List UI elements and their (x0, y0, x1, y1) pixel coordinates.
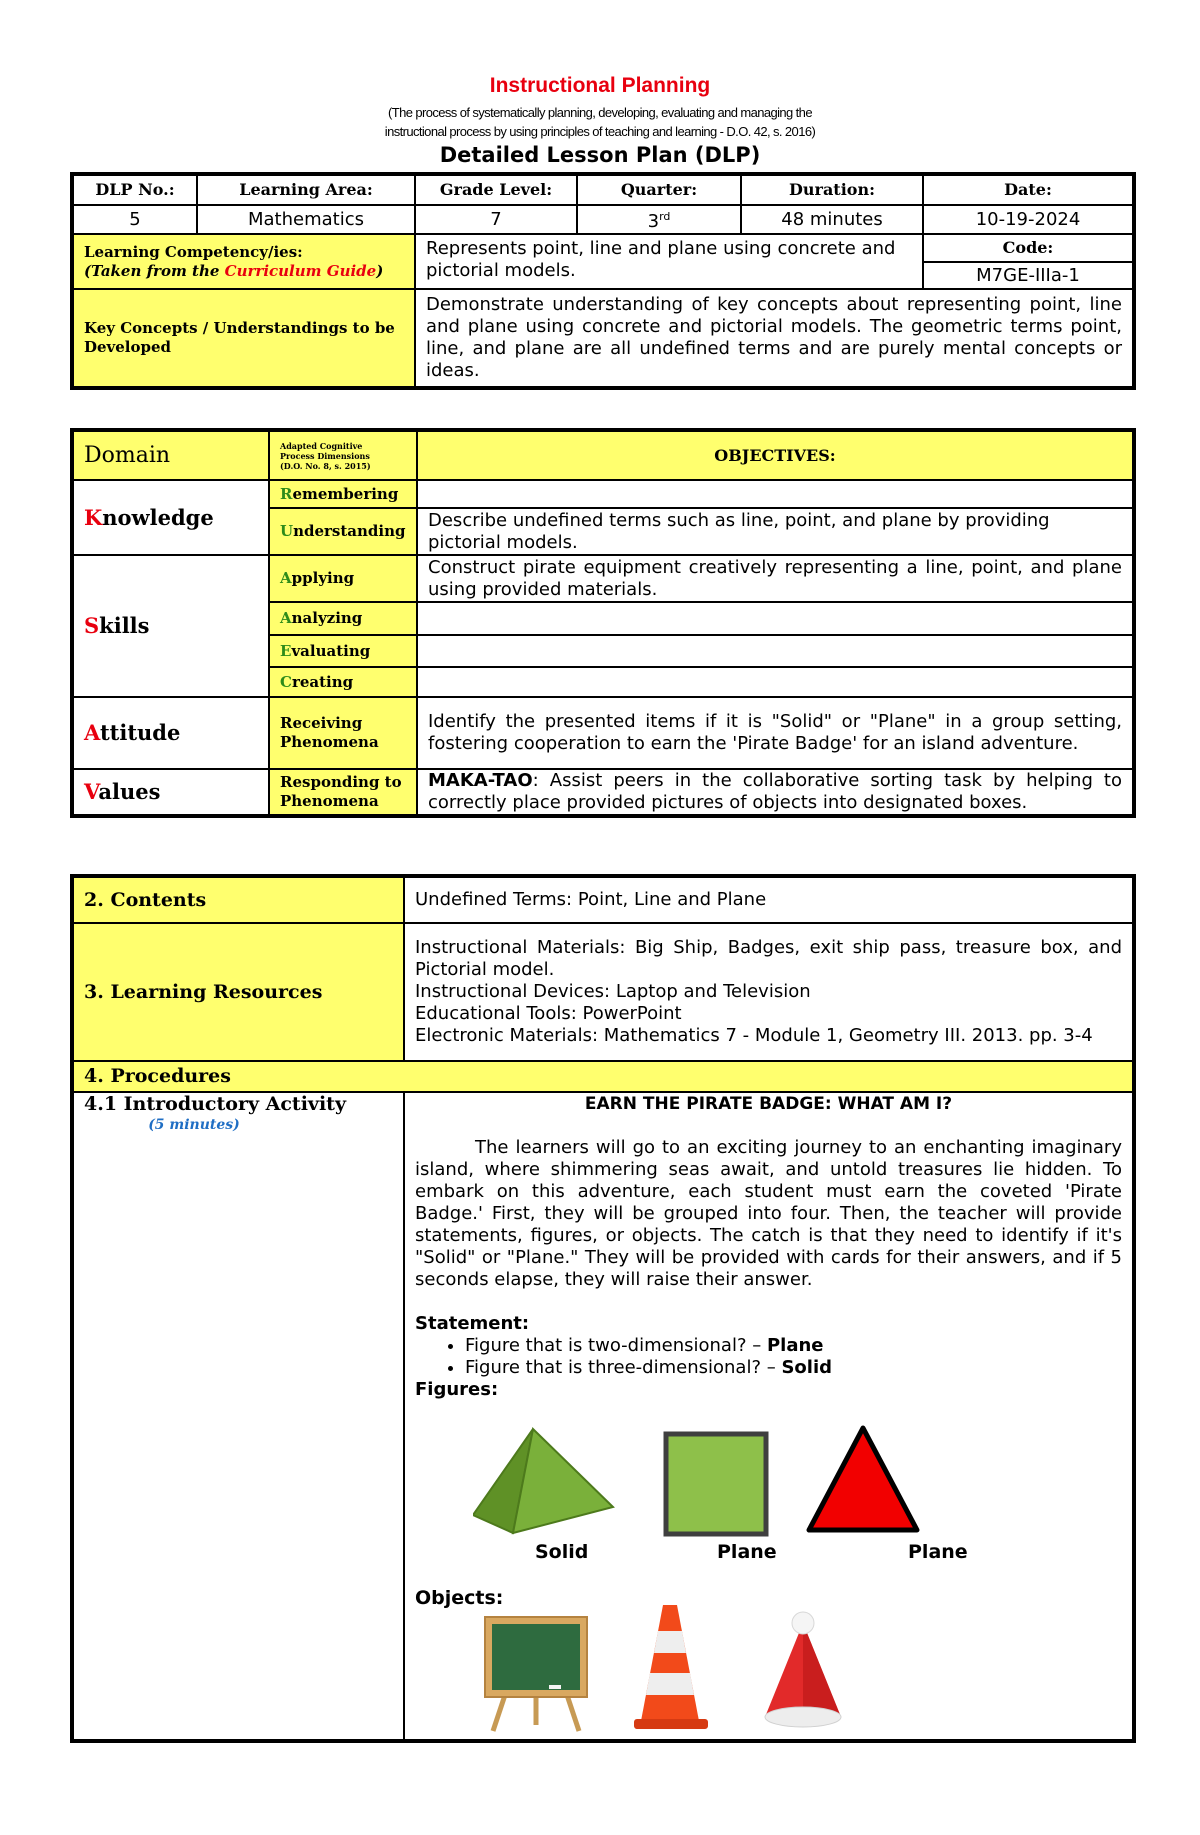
subtitle-line-2: instructional process by using principles of teaching and learning - D.O. 42, s. 2016) (384, 124, 816, 139)
resources-text (404, 923, 1133, 1061)
dlp-no-value: 5 (73, 205, 197, 234)
objective-creating (417, 667, 1133, 697)
pyramid-figure (473, 1425, 619, 1535)
statement-item: • Figure that is three-dimensional? – Solid (465, 1357, 1122, 1379)
domain-attitude: Attitude (73, 697, 269, 769)
level-analyzing: Analyzing (269, 602, 417, 635)
objective-values: MAKA-TAO: Assist peers in the collaborative sorting task by helping to correctly place provided pictures of objects into designated boxes. (417, 769, 1133, 815)
domain-label: Domain (73, 431, 269, 480)
level-applying: Applying (269, 555, 417, 602)
quarter-label: Quarter: (577, 175, 741, 205)
resources-tools: Educational Tools: PowerPoint (415, 1003, 682, 1024)
quarter-value: 3rd (577, 205, 741, 234)
contents-text: Undefined Terms: Point, Line and Plane (404, 877, 1133, 923)
resources-label: 3. Learning Resources (73, 923, 404, 1061)
date-value: 10-19-2024 (923, 205, 1133, 234)
level-understanding: Understanding (269, 508, 417, 555)
figures-label: Figures: (415, 1379, 499, 1400)
objectives-label: OBJECTIVES: (417, 431, 1133, 480)
page-title: Instructional Planning (489, 74, 711, 97)
figure-label-plane-1: Plane (717, 1541, 777, 1563)
competency-label-cell (73, 234, 415, 289)
intro-label-cell (73, 1092, 404, 1740)
competency-text: Represents point, line and plane using concrete and pictorial models. (415, 234, 923, 289)
intro-label: 4.1 Introductory Activity (84, 1093, 346, 1115)
code-value: M7GE-IIIa-1 (923, 262, 1133, 289)
triangle-figure (805, 1423, 921, 1535)
resources-electronic: Electronic Materials: Mathematics 7 - Module 1, Geometry III. 2013. pp. 3-4 (415, 1025, 1093, 1046)
competency-note: (Taken from the Curriculum Guide) (84, 261, 384, 280)
objects-label: Objects: (415, 1587, 504, 1609)
statement-label: Statement: (415, 1313, 530, 1334)
contents-label: 2. Contents (73, 877, 404, 923)
page-subtitle (0, 103, 1200, 141)
info-table (72, 174, 1134, 388)
figure-label-solid: Solid (535, 1541, 589, 1563)
area-label: Learning Area: (197, 175, 415, 205)
domain-skills: Skills (73, 555, 269, 697)
level-creating: Creating (269, 667, 417, 697)
level-receiving: Receiving Phenomena (269, 697, 417, 769)
competency-label: Learning Competency/ies: (84, 242, 303, 261)
domain-knowledge: Knowledge (73, 480, 269, 555)
level-remembering: Remembering (269, 480, 417, 508)
dlp-no-label: DLP No.: (73, 175, 197, 205)
level-evaluating: Evaluating (269, 635, 417, 667)
lesson-table (72, 876, 1134, 1741)
document-title: Detailed Lesson Plan (DLP) (439, 143, 761, 167)
area-value: Mathematics (197, 205, 415, 234)
intro-time: (5 minutes) (148, 1117, 240, 1133)
resources-devices: Instructional Devices: Laptop and Television (415, 981, 811, 1002)
party-hat-object (761, 1609, 845, 1731)
key-concepts-label: Key Concepts / Understandings to be Developed (73, 289, 415, 387)
activity-text: The learners will go to an exciting journey to an enchanting imaginary island, where shimmering seas await, and untold treasures lie hidden. To embark on this adventure, each student must earn the coveted 'Pirate Badge.' First, they will be grouped into four. Then, the teacher will provide statements, figures, or objects. The catch is that they need to identify if it's "Solid" or "Plane." They will be provided with cards for their answers, and if 5 seconds elapse, they will raise their answer. (415, 1137, 1122, 1290)
statement-item: • Figure that is two-dimensional? – Plane (465, 1335, 1122, 1357)
duration-label: Duration: (741, 175, 923, 205)
objective-applying: Construct pirate equipment creatively representing a line, point, and plane using provided materials. (417, 555, 1133, 602)
objectives-table (72, 430, 1134, 816)
domain-values: Values (73, 769, 269, 815)
cognitive-dimensions-note: Adapted Cognitive Process Dimensions (D.O. No. 8, s. 2015) (269, 431, 417, 480)
statement-list (415, 1335, 1122, 1379)
grade-label: Grade Level: (415, 175, 577, 205)
intro-content (404, 1092, 1133, 1740)
chalkboard-object (483, 1615, 589, 1733)
grade-value: 7 (415, 205, 577, 234)
level-responding: Responding to Phenomena (269, 769, 417, 815)
objective-analyzing (417, 602, 1133, 635)
objective-remembering (417, 480, 1133, 508)
code-label: Code: (923, 234, 1133, 262)
objective-evaluating (417, 635, 1133, 667)
traffic-cone-object (633, 1603, 709, 1733)
activity-title: EARN THE PIRATE BADGE: WHAT AM I? (584, 1094, 953, 1114)
square-figure (663, 1431, 769, 1537)
duration-value: 48 minutes (741, 205, 923, 234)
objective-attitude: Identify the presented items if it is "Solid" or "Plane" in a group setting, fostering cooperation to earn the 'Pirate Badge' for an island adventure. (417, 697, 1133, 769)
figure-label-plane-2: Plane (908, 1541, 968, 1563)
resources-materials: Instructional Materials: Big Ship, Badges, exit ship pass, treasure box, and Pictorial model. (415, 937, 1122, 980)
subtitle-line-1: (The process of systematically planning, developing, evaluating and managing the (388, 105, 812, 120)
objective-understanding: Describe undefined terms such as line, point, and plane by providing pictorial models. (417, 508, 1133, 555)
procedures-label: 4. Procedures (73, 1061, 1133, 1092)
key-concepts-text: Demonstrate understanding of key concepts about representing point, line and plane using concrete and pictorial models. The geometric terms point, line, and plane are all undefined terms and are purely mental concepts or ideas. (415, 289, 1133, 387)
date-label: Date: (923, 175, 1133, 205)
